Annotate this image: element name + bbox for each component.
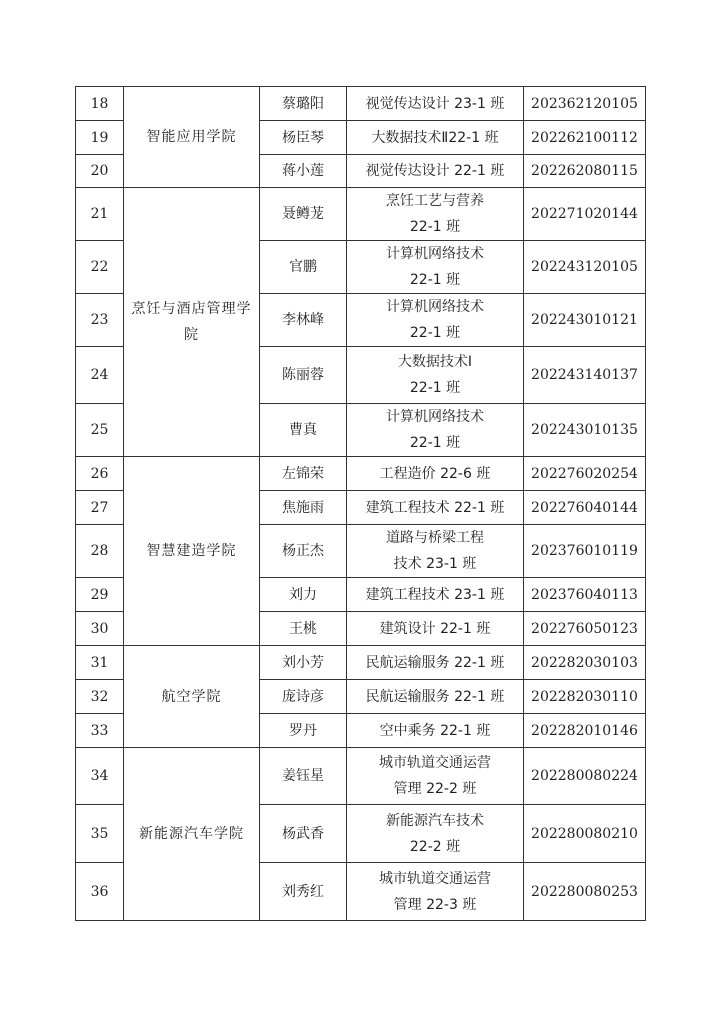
row-number: 19	[76, 121, 124, 155]
row-number: 30	[76, 612, 124, 646]
row-number: 21	[76, 188, 124, 241]
college-name: 航空学院	[124, 646, 260, 748]
roster-body	[76, 87, 646, 921]
student-id: 202243120105	[524, 241, 646, 294]
student-name: 姜钰星	[260, 748, 347, 805]
student-id: 202282030103	[524, 646, 646, 680]
student-id: 202276050123	[524, 612, 646, 646]
student-id: 202271020144	[524, 188, 646, 241]
class-name	[347, 612, 524, 646]
college-name: 智慧建造学院	[124, 457, 260, 646]
student-id: 202243140137	[524, 347, 646, 404]
class-name-line: 22-1 班	[409, 272, 461, 288]
student-name: 杨臣琴	[260, 121, 347, 155]
class-name-line: 计算机网络技术	[386, 246, 484, 262]
student-id: 202262100112	[524, 121, 646, 155]
class-name-line: 大数据技术Ⅰ	[397, 354, 473, 370]
row-number: 23	[76, 294, 124, 347]
student-id: 202280080224	[524, 748, 646, 805]
class-name	[347, 121, 524, 155]
class-name	[347, 241, 524, 294]
class-name-line: 视觉传达设计 23-1 班	[365, 95, 505, 112]
class-name	[347, 805, 524, 863]
class-name	[347, 294, 524, 347]
class-name-line: 建筑工程技术 22-1 班	[365, 499, 505, 516]
class-name-line: 建筑设计 22-1 班	[379, 620, 491, 637]
table-row	[76, 457, 646, 491]
class-name	[347, 525, 524, 578]
student-name: 蒋小莲	[260, 155, 347, 188]
class-name-line: 大数据技术Ⅱ22-1 班	[371, 129, 499, 146]
class-name-line: 空中乘务 22-1 班	[379, 722, 491, 739]
student-name: 刘小芳	[260, 646, 347, 680]
table-row	[76, 87, 646, 121]
row-number: 22	[76, 241, 124, 294]
student-id: 202362120105	[524, 87, 646, 121]
row-number: 27	[76, 491, 124, 525]
class-name	[347, 578, 524, 612]
student-name: 官鹏	[260, 241, 347, 294]
class-name	[347, 347, 524, 404]
class-name-line: 道路与桥梁工程	[386, 530, 484, 546]
table-row	[76, 646, 646, 680]
student-name: 左锦荣	[260, 457, 347, 491]
student-name: 杨武香	[260, 805, 347, 863]
class-name	[347, 714, 524, 748]
class-name	[347, 748, 524, 805]
class-name-line: 计算机网络技术	[386, 409, 484, 425]
student-id: 202376040113	[524, 578, 646, 612]
class-name-line: 民航运输服务 22-1 班	[365, 688, 505, 705]
row-number: 18	[76, 87, 124, 121]
student-name: 罗丹	[260, 714, 347, 748]
row-number: 31	[76, 646, 124, 680]
class-name-line: 计算机网络技术	[386, 299, 484, 315]
row-number: 26	[76, 457, 124, 491]
row-number: 32	[76, 680, 124, 714]
class-name-line: 工程造价 22-6 班	[379, 465, 491, 482]
class-name-line: 技术 23-1 班	[393, 556, 477, 572]
class-name	[347, 404, 524, 457]
class-name	[347, 491, 524, 525]
class-name	[347, 680, 524, 714]
student-roster-table	[75, 86, 646, 921]
class-name-line: 22-2 班	[409, 838, 461, 855]
student-id: 202262080115	[524, 155, 646, 188]
row-number: 35	[76, 805, 124, 863]
student-name: 焦施雨	[260, 491, 347, 525]
student-id: 202276040144	[524, 491, 646, 525]
row-number: 36	[76, 863, 124, 921]
table-row	[76, 748, 646, 805]
student-name: 庞诗彦	[260, 680, 347, 714]
class-name	[347, 646, 524, 680]
student-name: 刘秀红	[260, 863, 347, 921]
college-name: 烹饪与酒店管理学院	[124, 188, 260, 457]
student-id: 202280080253	[524, 863, 646, 921]
college-name: 智能应用学院	[124, 87, 260, 188]
row-number: 34	[76, 748, 124, 805]
row-number: 28	[76, 525, 124, 578]
student-id: 202282030110	[524, 680, 646, 714]
row-number: 33	[76, 714, 124, 748]
student-id: 202376010119	[524, 525, 646, 578]
class-name	[347, 863, 524, 921]
student-name: 杨正杰	[260, 525, 347, 578]
student-name: 聂鳟茏	[260, 188, 347, 241]
class-name-line: 22-1 班	[409, 435, 461, 451]
student-id: 202282010146	[524, 714, 646, 748]
class-name	[347, 457, 524, 491]
class-name-line: 新能源汽车技术	[386, 812, 484, 829]
row-number: 25	[76, 404, 124, 457]
class-name-line: 22-1 班	[409, 325, 461, 341]
class-name	[347, 87, 524, 121]
student-name: 刘力	[260, 578, 347, 612]
class-name-line: 管理 22-2 班	[393, 781, 477, 797]
class-name-line: 民航运输服务 22-1 班	[365, 654, 505, 671]
class-name-line: 管理 22-3 班	[393, 896, 477, 913]
row-number: 29	[76, 578, 124, 612]
student-id: 202243010135	[524, 404, 646, 457]
college-name: 新能源汽车学院	[124, 748, 260, 921]
class-name-line: 视觉传达设计 22-1 班	[365, 163, 505, 179]
table-row	[76, 188, 646, 241]
class-name-line: 22-1 班	[409, 380, 461, 396]
class-name-line: 22-1 班	[409, 219, 461, 235]
student-name: 曹真	[260, 404, 347, 457]
row-number: 24	[76, 347, 124, 404]
class-name-line: 城市轨道交通运营	[379, 755, 491, 771]
row-number: 20	[76, 155, 124, 188]
student-id: 202243010121	[524, 294, 646, 347]
student-name: 李林峰	[260, 294, 347, 347]
student-name: 蔡璐阳	[260, 87, 347, 121]
student-name: 王桃	[260, 612, 347, 646]
class-name	[347, 155, 524, 188]
class-name-line: 烹饪工艺与营养	[386, 193, 484, 209]
class-name-line: 城市轨道交通运营	[379, 870, 491, 887]
class-name-line: 建筑工程技术 23-1 班	[365, 586, 505, 603]
student-id: 202280080210	[524, 805, 646, 863]
class-name	[347, 188, 524, 241]
student-name: 陈丽蓉	[260, 347, 347, 404]
student-id: 202276020254	[524, 457, 646, 491]
